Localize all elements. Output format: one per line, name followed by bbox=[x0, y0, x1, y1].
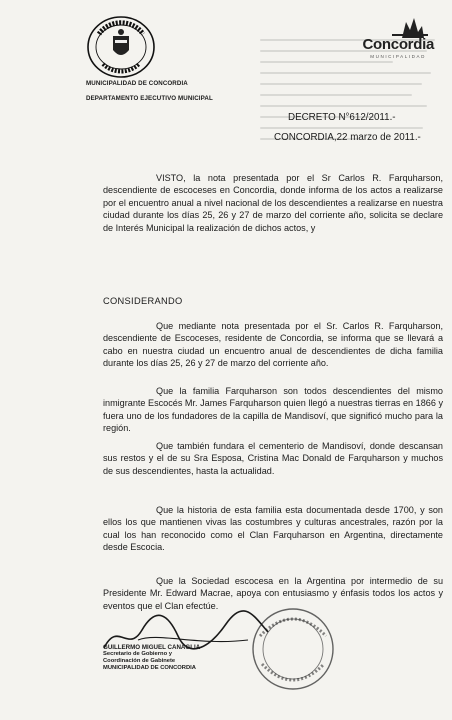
considerando-paragraph: Que también fundara el cementerio de Mandisoví, donde descansan sus restos y el de su Sra Esposa, Cristina Mac Donald de Farquharson y muchos de sus descendientes, hasta la actualidad. bbox=[103, 441, 443, 476]
considerando-paragraph: Que mediante nota presentada por el Sr. Carlos R. Farquharson, descendiente de Escoceses, residente de Concordia, se informa que se llevará a cabo en nuestra ciudad un encuentro anual de descendientes de dicha familia durante los días 25, 26 y 27 de marzo del corriente año. bbox=[103, 321, 443, 369]
decree-date: CONCORDIA,22 marzo de 2011.- bbox=[274, 132, 421, 143]
considerando-heading: CONSIDERANDO bbox=[103, 296, 183, 306]
org-name: MUNICIPALIDAD DE CONCORDIA bbox=[86, 80, 188, 87]
signer-title: Secretario de Gobierno y bbox=[103, 651, 172, 657]
municipal-seal-icon bbox=[85, 14, 157, 80]
visto-section bbox=[103, 172, 443, 234]
logo-subtitle: MUNICIPALIDAD bbox=[370, 54, 426, 59]
considerando-paragraph: Que la familia Farquharson son todos descendientes del mismo inmigrante Escocés Mr. James Farquharson quien llegó a nuestras tierras en 1866 y fuera uno de los fundadores de la capilla de Mandisoví, que significó mucho para la región. bbox=[103, 386, 443, 434]
decree-number: DECRETO N°612/2011.- bbox=[288, 112, 396, 123]
considerando-paragraph: Que la historia de esta familia esta documentada desde 1700, y son ellos los que mantienen vivas las costumbres y culturas ancestrales, razón por la cual los han reconocido como el Clan Farquharson en Argentina, directamente desde Escocia. bbox=[103, 505, 443, 553]
signer-title: Coordinación de Gabinete bbox=[103, 658, 176, 664]
org-department: DEPARTAMENTO EJECUTIVO MUNICIPAL bbox=[86, 95, 213, 102]
signer-organization: MUNICIPALIDAD DE CONCORDIA bbox=[103, 665, 196, 671]
considerando-paragraph: Que la Sociedad escocesa en la Argentina por intermedio de su Presidente Mr. Edward Macrae, apoya con entusiasmo y énfasis todos los actos y eventos que el Clan efectúe. bbox=[103, 576, 443, 611]
signer-name: GUILLERMO MIGUEL CANAGLIA bbox=[103, 644, 201, 651]
logo-wordmark: Concordia bbox=[362, 36, 434, 53]
signature-block bbox=[103, 644, 263, 672]
visto-paragraph: VISTO, la nota presentada por el Sr Carlos R. Farquharson, descendiente de escoceses en Concordia, donde informa de los actos a realizarse por el encuentro anual a nivel nacional de los descendientes a realizarse en nuestra ciudad durante los días 25, 26 y 27 de marzo del corriente año, solicita se declare de Interés Municipal la realización de dichos actos, y bbox=[103, 173, 443, 233]
